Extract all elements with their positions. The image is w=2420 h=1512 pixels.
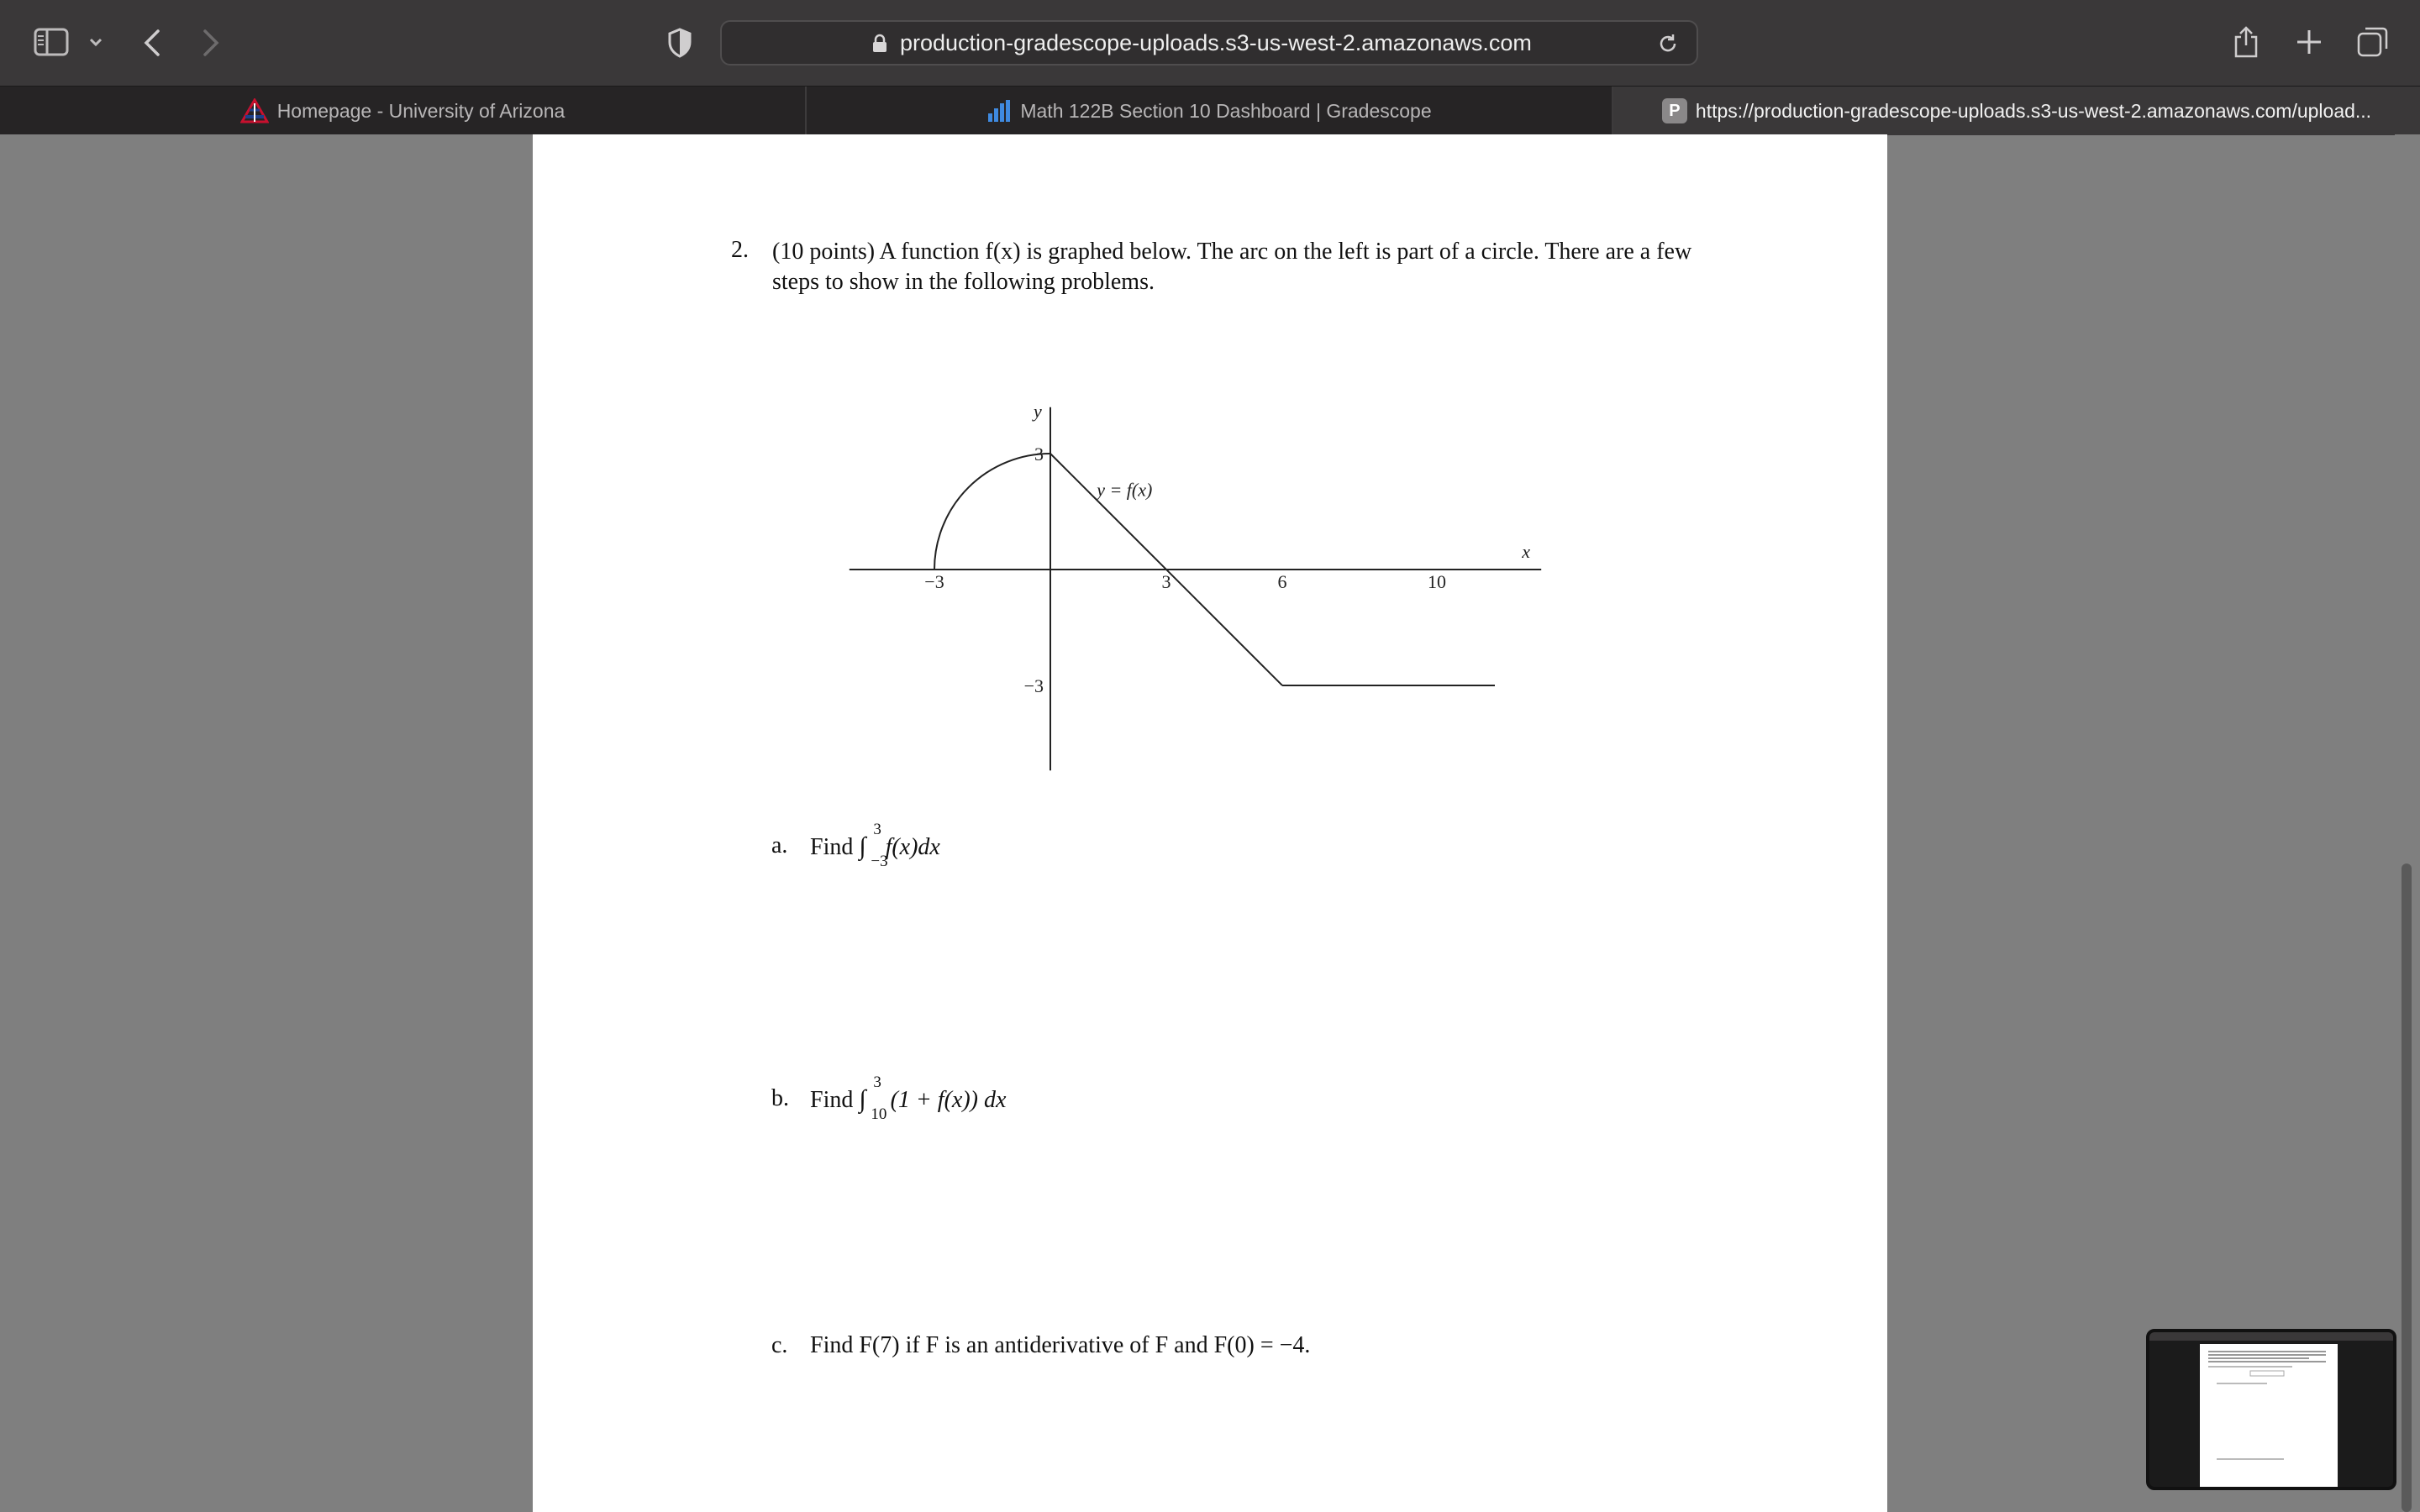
p-favicon: P [1662, 98, 1687, 123]
integral-sign: ∫ 3 −3 [859, 821, 888, 870]
curve-label: y = f(x) [1097, 479, 1153, 501]
tab-gradescope-dashboard[interactable] [807, 87, 1613, 135]
part-a-letter: a. [771, 832, 788, 858]
question-number: 2. [731, 237, 749, 263]
tab-university-of-arizona[interactable] [0, 87, 807, 135]
x-tick-label: 6 [1277, 571, 1287, 592]
gradescope-bars-icon [986, 98, 1012, 123]
question-text: (10 points) A function f(x) is graphed below. The arc on the left is part of a circle. There are a few steps to show in the following problems. [772, 239, 1692, 295]
y-axis-label: y [1034, 400, 1042, 422]
document-page [533, 134, 1887, 1512]
y-tick-label: 3 [1034, 444, 1044, 465]
y-tick-label: −3 [1023, 675, 1044, 696]
part-b-letter: b. [771, 1085, 789, 1111]
function-graph [533, 134, 1887, 1512]
tab-label: Homepage - University of Arizona [276, 99, 566, 122]
x-tick-label: 10 [1428, 571, 1446, 592]
address-url: production-gradescope-uploads.s3-us-west-2.amazonaws.com [900, 30, 1532, 55]
part-b-text: Find ∫ 3 10 (1 + f(x)) dx [810, 1074, 1007, 1123]
sidebar-toggle-icon[interactable] [34, 28, 69, 56]
chevron-down-icon[interactable] [89, 37, 103, 47]
tab-overview-icon[interactable] [2356, 25, 2390, 59]
scrollbar-thumb[interactable] [2402, 864, 2412, 1512]
new-tab-button[interactable] [2294, 27, 2324, 57]
forward-button[interactable] [202, 29, 220, 57]
page-thumbnail-preview[interactable] [2146, 1329, 2396, 1490]
university-of-arizona-logo [240, 98, 269, 123]
tab-label: Math 122B Section 10 Dashboard | Gradescope [1020, 99, 1432, 122]
reload-icon[interactable] [1656, 32, 1680, 60]
x-axis-label: x [1522, 541, 1530, 562]
part-c-letter: c. [771, 1332, 788, 1358]
address-bar[interactable] [720, 20, 1698, 66]
x-tick-label: 3 [1161, 571, 1171, 592]
curve-arc [934, 454, 1050, 570]
part-c-text: Find F(7) if F is an antiderivative of F and F(0) = −4. [810, 1332, 1311, 1358]
tab-gradescope-upload[interactable] [1613, 87, 2420, 135]
tab-label: https://production-gradescope-uploads.s3-us-west-2.amazonaws.com/upload... [1695, 99, 2372, 122]
part-a-text: Find ∫ 3 −3 f(x)dx [810, 821, 940, 870]
lock-icon [871, 34, 888, 58]
share-icon[interactable] [2233, 25, 2260, 59]
integral-sign: ∫ 3 10 [859, 1074, 887, 1123]
browser-toolbar [0, 0, 2420, 86]
tab-bar [0, 86, 2420, 134]
back-button[interactable] [143, 29, 161, 57]
x-tick-label: −3 [924, 571, 944, 592]
privacy-shield-icon[interactable] [667, 28, 692, 58]
